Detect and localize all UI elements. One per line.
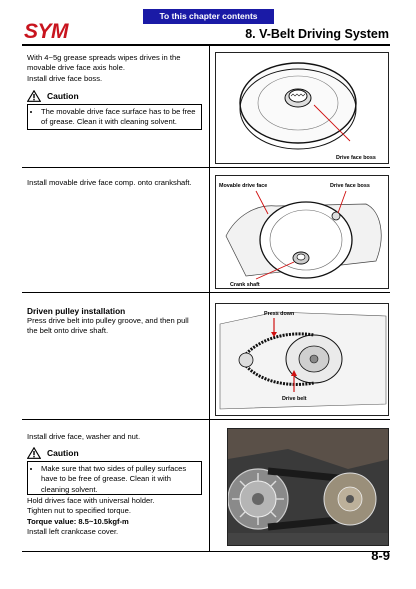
text-line: the belt onto drive shaft. (27, 326, 109, 336)
movable-drive-face-illustration (216, 176, 389, 289)
text-line: movable drive face axis hole. (27, 63, 125, 73)
row-divider (22, 419, 390, 420)
caution-item: • Make sure that two sides of pulley surfaces have to be free of grease. Clean it with cleaning solvent. (41, 464, 197, 495)
section-title: Driven pulley installation (27, 306, 126, 316)
chapter-title: 8. V-Belt Driving System (245, 27, 389, 41)
row-divider (22, 167, 390, 168)
figure-driven-pulley (215, 303, 389, 416)
figure-label-movable: Movable drive face (219, 183, 268, 189)
text-line: Press drive belt into pulley groove, and then pull (27, 316, 189, 325)
warning-triangle-icon (27, 447, 41, 459)
page-number: 8-9 (371, 548, 390, 563)
installed-pulley-photo (228, 429, 389, 546)
section3-text (27, 306, 207, 337)
caution-title: Caution (47, 448, 79, 458)
figure-label-press: Press down (264, 311, 295, 317)
caution-heading (27, 447, 79, 459)
torque-value: Torque value: 8.5~10.5kgf-m (27, 516, 129, 526)
text-line: With 4~5g grease spreads wipes drives in the (27, 53, 181, 62)
row-divider (22, 292, 390, 293)
figure-movable-drive-face (215, 175, 389, 289)
sym-logo: SYM (24, 20, 69, 43)
section1-text (27, 53, 207, 84)
chapter-contents-link[interactable]: To this chapter contents (143, 9, 274, 24)
text-line: Install left crankcase cover. (27, 526, 119, 536)
caution-heading (27, 90, 79, 102)
warning-triangle-icon (27, 90, 41, 102)
caution-item: • The movable drive face surface has to be free of grease. Clean it with cleaning solvent. (41, 107, 197, 128)
section4-instructions (27, 496, 207, 537)
caution-box (27, 104, 202, 130)
text-line: Tighten nut to specified torque. (27, 506, 131, 516)
figure-label-boss: Drive face boss (330, 183, 370, 189)
caution-box (27, 461, 202, 495)
driven-pulley-illustration (216, 304, 389, 416)
drive-face-illustration (216, 53, 389, 164)
figure-drive-face-boss (215, 52, 389, 164)
figure-label-belt: Drive belt (282, 396, 307, 402)
caution-title: Caution (47, 91, 79, 101)
section2-text: Install movable drive face comp. onto crankshaft. (27, 178, 192, 187)
figure-installed-pulley-photo (227, 428, 389, 546)
row-divider (22, 551, 390, 552)
figure-label: Drive face boss (336, 155, 376, 161)
column-divider (209, 46, 210, 551)
text-line: Hold drives face with universal holder. (27, 496, 155, 505)
figure-label-crank: Crank shaft (230, 282, 260, 288)
header-rule (22, 44, 390, 46)
text-line: Install drive face boss. (27, 73, 103, 83)
section4-text: Install drive face, washer and nut. (27, 432, 141, 441)
